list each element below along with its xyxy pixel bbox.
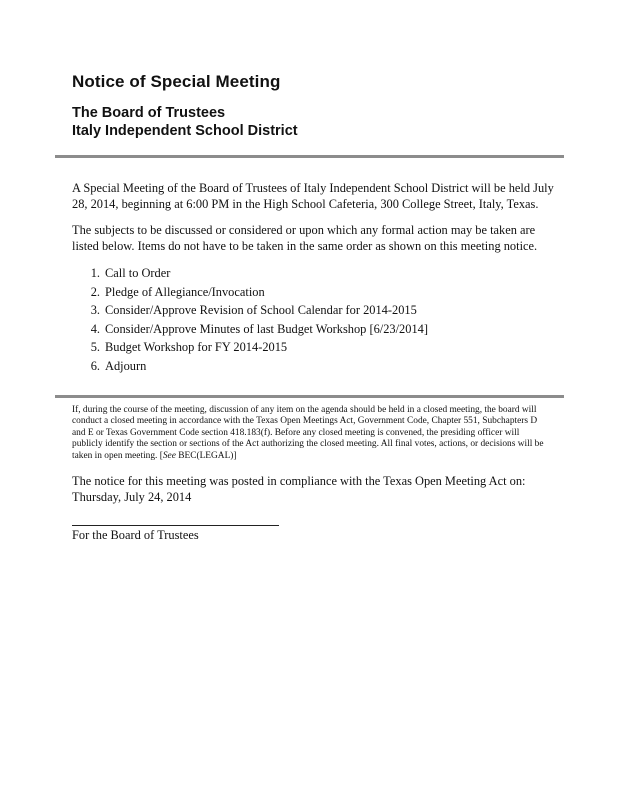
agenda-item [72, 339, 428, 358]
notice-subtitle [72, 104, 298, 140]
closed-meeting-disclaimer [72, 405, 552, 462]
agenda-item-number: 3. [90, 303, 100, 318]
agenda-item-text: Consider/Approve Minutes of last Budget Workshop [6/23/2014] [105, 321, 428, 336]
legal-reference: BEC(LEGAL)] [175, 450, 237, 461]
disclaimer-text: If, during the course of the meeting, discussion of any item on the agenda should be held in a closed meeting, the board will conduct a closed meeting in accordance with the Texas Open Meetings Act, Government Code, Chapter 551, Subchapters D and E or Texas Government Code section 418.183(f). Before any closed meeting is convened, the presiding officer will publicly identify the section or sections of the Act authorizing the closed meeting. All final votes, actions, or decisions will be taken in open meeting. [ [72, 405, 544, 461]
agenda-item-text: Budget Workshop for FY 2014-2015 [105, 340, 288, 355]
agenda-item-number: 1. [90, 266, 100, 280]
top-divider [55, 155, 564, 158]
agenda-item-text: Call to Order [105, 266, 171, 280]
board-line: The Board of Trustees [72, 105, 226, 121]
notice-title: Notice of Special Meeting [72, 72, 281, 91]
agenda-list [72, 265, 428, 377]
agenda-item [72, 358, 428, 377]
agenda-item-number: 4. [90, 321, 100, 336]
agenda-item-number: 2. [90, 284, 100, 299]
agenda-item-number: 6. [90, 358, 100, 373]
agenda-item-text: Adjourn [105, 358, 147, 373]
meeting-announcement: A Special Meeting of the Board of Trustees of Italy Independent School District will be held July 28, 2014, beginning at 6:00 PM in the High School Cafeteria, 300 College Street, Italy, Texas. [72, 181, 554, 211]
subjects-intro: The subjects to be discussed or considered or upon which any formal action may be taken are listed below. Items do not have to be taken in the same order as shown on this meeting notice. [72, 223, 538, 253]
agenda-item-text: Consider/Approve Revision of School Calendar for 2014-2015 [105, 303, 417, 318]
agenda-item [72, 302, 428, 321]
signature-line [72, 525, 279, 526]
agenda-item-text: Pledge of Allegiance/Invocation [105, 284, 265, 299]
agenda-item [72, 321, 428, 340]
see-reference: See [162, 450, 176, 461]
signature-caption: For the Board of Trustees [72, 528, 199, 542]
agenda-item [72, 265, 428, 284]
agenda-item-number: 5. [90, 340, 100, 355]
closed-meeting-divider [55, 395, 564, 398]
district-line: Italy Independent School District [72, 123, 298, 139]
posting-date: Thursday, July 24, 2014 [72, 490, 192, 504]
posting-text: The notice for this meeting was posted in compliance with the Texas Open Meeting Act on: [72, 474, 526, 488]
agenda-item [72, 284, 428, 303]
posting-statement [72, 473, 552, 505]
